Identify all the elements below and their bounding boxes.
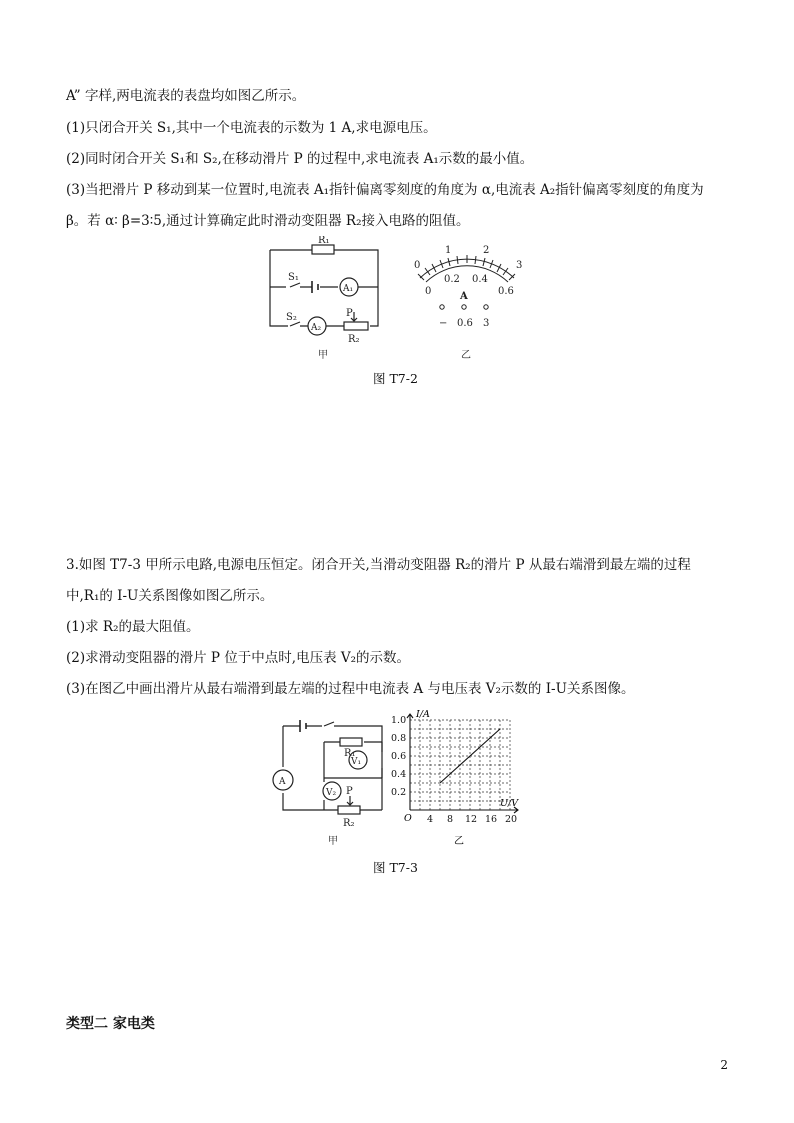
- ammeter-a2-label: A₂: [311, 323, 322, 333]
- problem2-question-1: (1)只闭合开关 S₁,其中一个电流表的示数为 1 A,求电源电压。: [66, 120, 437, 136]
- y-tick-label: 0.4: [391, 769, 407, 780]
- problem2-continuation: A” 字样,两电流表的表盘均如图乙所示。: [66, 88, 306, 104]
- figure-t7-2: [260, 236, 540, 366]
- voltmeter-v1-label: V₁: [351, 757, 362, 767]
- figure-yi-label: 乙: [461, 350, 471, 361]
- meter-outer-tick-2: 2: [483, 245, 490, 256]
- problem3-question-2: (2)求滑动变阻器的滑片 P 位于中点时,电压表 V₂的示数。: [66, 650, 411, 666]
- meter-outer-tick-1: 1: [445, 245, 452, 256]
- meter-outer-tick-3: 3: [516, 260, 523, 271]
- y-tick-label: 0.8: [391, 733, 407, 744]
- r2-label: R₂: [343, 818, 355, 829]
- r2-label: R₂: [348, 334, 360, 345]
- y-axis-label: I/A: [416, 709, 430, 720]
- r1-label: R₁: [344, 748, 356, 759]
- terminal-negative: −: [439, 318, 448, 329]
- meter-inner-tick-0.2: 0.2: [444, 274, 460, 285]
- figure-jia-label: 甲: [328, 836, 338, 847]
- x-tick-label: 12: [465, 814, 478, 825]
- problem3-line2: 中,R₁的 I-U关系图像如图乙所示。: [66, 588, 274, 604]
- y-tick-label: 0.2: [391, 787, 407, 798]
- x-axis-label: U/V: [500, 798, 519, 809]
- s1-label: S₁: [288, 272, 299, 283]
- terminal-3: 3: [483, 318, 490, 329]
- origin-label: O: [404, 813, 412, 824]
- meter-inner-tick-0: 0: [425, 286, 432, 297]
- problem2-question-3-line1: (3)当把滑片 P 移动到某一位置时,电流表 A₁指针偏离零刻度的角度为 α,电流表 A₂指针偏离零刻度的角度为: [66, 182, 704, 198]
- figure-t7-2-caption: 图 T7-2: [373, 371, 418, 386]
- r1-label: R₁: [318, 236, 330, 246]
- slider-p-label: P: [346, 786, 353, 797]
- terminal-0.6: 0.6: [457, 318, 473, 329]
- y-tick-label: 1.0: [391, 715, 407, 726]
- figure-t7-3-graph: [390, 706, 530, 852]
- problem3-line1: 3.如图 T7-3 甲所示电路,电源电压恒定。闭合开关,当滑动变阻器 R₂的滑片 P 从最右端滑到最左端的过程: [66, 557, 691, 573]
- page-number: 2: [720, 1058, 728, 1072]
- x-tick-label: 4: [427, 814, 434, 825]
- section-heading: 类型二 家电类: [66, 1016, 155, 1032]
- x-tick-label: 8: [447, 814, 454, 825]
- meter-outer-tick-0: 0: [414, 260, 421, 271]
- figure-jia-label: 甲: [318, 350, 328, 361]
- s2-label: S₂: [286, 312, 297, 323]
- y-tick-label: 0.6: [391, 751, 407, 762]
- figure-t7-3-circuit: [240, 712, 390, 852]
- meter-inner-tick-0.6: 0.6: [498, 286, 514, 297]
- problem3-question-1: (1)求 R₂的最大阻值。: [66, 619, 200, 635]
- figure-yi-label: 乙: [454, 836, 464, 847]
- problem2-question-3-line2: β。若 α∶ β=3∶5,通过计算确定此时滑动变阻器 R₂接入电路的阻值。: [66, 213, 470, 229]
- x-tick-label: 16: [485, 814, 498, 825]
- slider-p-label: P: [346, 308, 353, 319]
- meter-unit-label: A: [460, 291, 468, 302]
- ammeter-a1-label: A₁: [343, 284, 354, 294]
- ammeter-a-label: A: [279, 777, 286, 787]
- problem2-question-2: (2)同时闭合开关 S₁和 S₂,在移动滑片 P 的过程中,求电流表 A₁示数的最小值。: [66, 151, 534, 167]
- meter-inner-tick-0.4: 0.4: [472, 274, 488, 285]
- problem3-question-3: (3)在图乙中画出滑片从最右端滑到最左端的过程中电流表 A 与电压表 V₂示数的 I-U关系图像。: [66, 681, 635, 697]
- figure-t7-3-caption: 图 T7-3: [373, 860, 418, 875]
- x-tick-label: 20: [505, 814, 518, 825]
- voltmeter-v2-label: V₂: [326, 788, 337, 798]
